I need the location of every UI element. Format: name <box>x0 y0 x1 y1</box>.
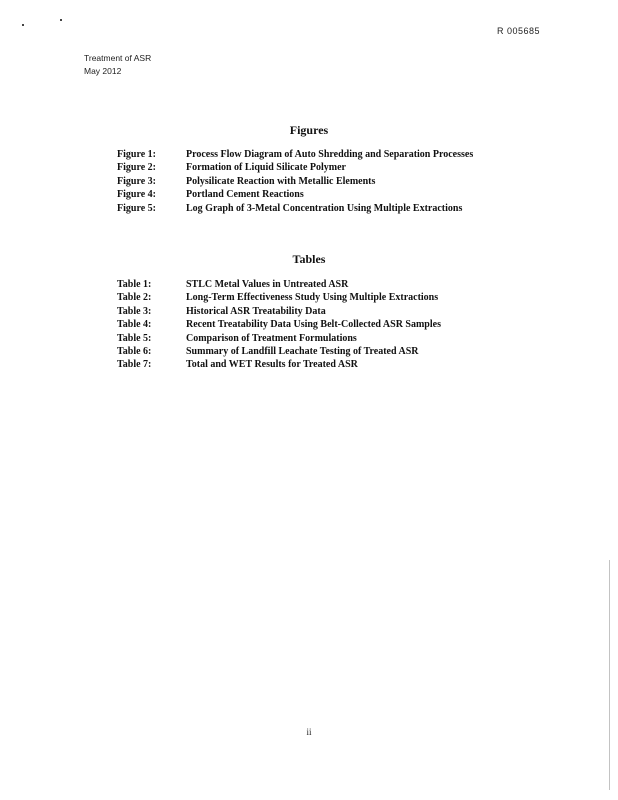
figure-title: Formation of Liquid Silicate Polymer <box>186 162 346 174</box>
figure-number: Figure 1: <box>117 149 156 160</box>
table-number: Table 7: <box>117 359 152 371</box>
figure-title: Process Flow Diagram of Auto Shredding and Separation Processes <box>186 149 474 160</box>
table-number: Table 2: <box>117 292 152 304</box>
table-number: Table 1: <box>117 279 152 290</box>
figure-title: Log Graph of 3-Metal Concentration Using Multiple Extractions <box>186 202 463 214</box>
table-title: Recent Treatability Data Using Belt-Collected ASR Samples <box>186 319 441 331</box>
scan-edge-line <box>609 560 610 790</box>
figures-list <box>117 148 473 215</box>
document-date: May 2012 <box>84 66 122 76</box>
figure-title: Polysilicate Reaction with Metallic Elements <box>186 175 376 187</box>
table-row <box>117 291 441 304</box>
table-title: Historical ASR Treatability Data <box>186 305 326 317</box>
figure-row <box>117 161 473 174</box>
figure-row <box>117 148 473 161</box>
table-row <box>117 318 441 331</box>
table-number: Table 3: <box>117 305 152 317</box>
document-header <box>84 52 151 78</box>
table-title: Comparison of Treatment Formulations <box>186 332 357 344</box>
table-number: Table 4: <box>117 319 152 331</box>
figures-heading: Figures <box>289 123 329 137</box>
table-row <box>117 332 441 345</box>
bates-number: R 005685 <box>496 26 540 36</box>
tables-list <box>117 278 441 372</box>
table-title: Total and WET Results for Treated ASR <box>186 359 358 371</box>
figure-number: Figure 4: <box>117 189 156 201</box>
table-row <box>117 305 441 318</box>
table-title: STLC Metal Values in Untreated ASR <box>186 279 349 290</box>
figure-number: Figure 3: <box>117 175 156 187</box>
table-row <box>117 278 441 291</box>
figure-row <box>117 175 473 188</box>
table-number: Table 5: <box>117 332 152 344</box>
figure-row <box>117 188 473 201</box>
figure-row <box>117 202 473 215</box>
figure-title: Portland Cement Reactions <box>186 189 304 201</box>
table-row <box>117 345 441 358</box>
page-number: ii <box>306 727 312 737</box>
document-title: Treatment of ASR <box>84 53 152 63</box>
table-title: Long-Term Effectiveness Study Using Multiple Extractions <box>186 292 439 304</box>
figure-number: Figure 5: <box>117 202 156 214</box>
table-title: Summary of Landfill Leachate Testing of Treated ASR <box>186 346 419 358</box>
table-number: Table 6: <box>117 346 152 358</box>
table-row <box>117 358 441 371</box>
tables-heading: Tables <box>292 252 326 266</box>
figure-number: Figure 2: <box>117 162 156 174</box>
